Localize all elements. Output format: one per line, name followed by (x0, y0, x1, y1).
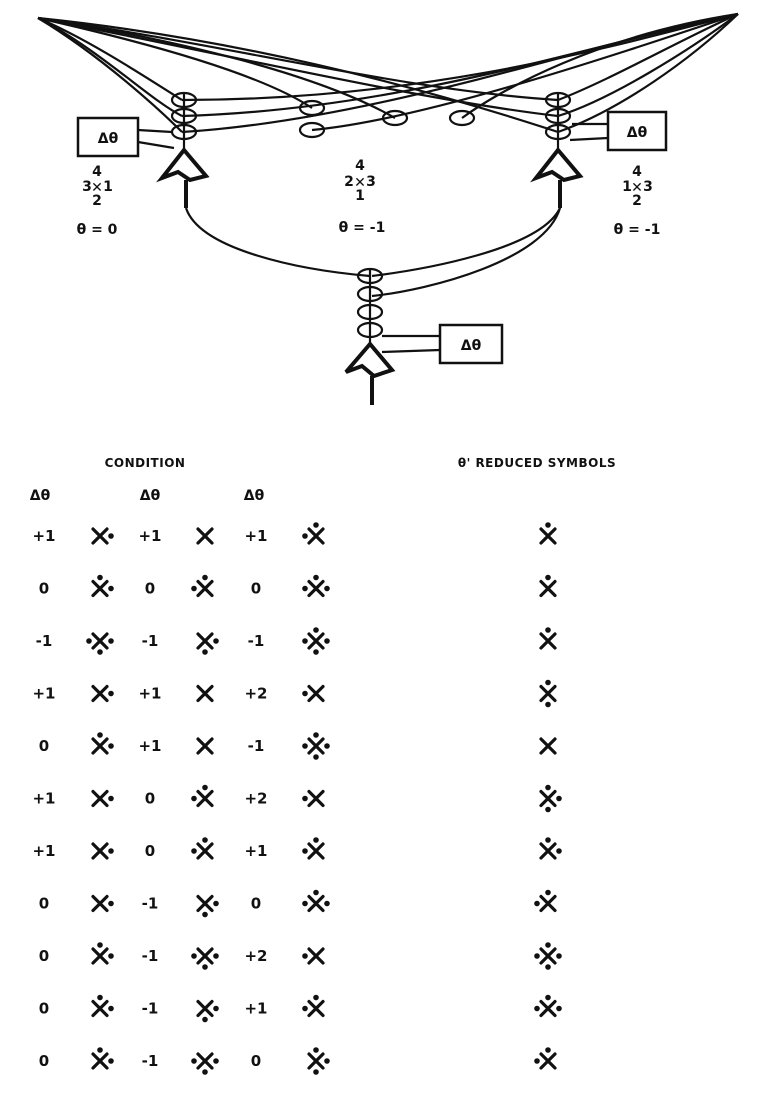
code-bottom-center: 1 (355, 188, 365, 204)
delta-theta-2: +1 (138, 684, 162, 703)
symbol-dot (313, 732, 319, 738)
symbol-dot (302, 796, 308, 802)
header-reduced-symbols: θ' REDUCED SYMBOLS (457, 456, 617, 470)
table-row (32, 837, 561, 860)
condition-symbol-3 (302, 890, 330, 911)
code-bottom-left: 2 (92, 193, 102, 209)
symbol-dot (545, 964, 551, 970)
symbol-dot (302, 743, 308, 749)
condition-symbol-2 (191, 837, 212, 858)
delta-theta-1: 0 (38, 737, 50, 755)
symbol-dot (202, 785, 208, 791)
symbol-dot (202, 1069, 208, 1075)
symbol-dot (191, 586, 197, 592)
condition-symbol-2 (198, 634, 219, 655)
delta-theta-3: 0 (250, 894, 262, 913)
symbol-dot (545, 522, 551, 528)
symbol-dot (213, 901, 219, 907)
code-top-left: 4 (92, 164, 102, 180)
delta-theta-3: 0 (250, 1052, 262, 1070)
code-bottom-right: 2 (632, 193, 642, 209)
condition-symbol-1 (93, 897, 114, 911)
symbol-dot (545, 575, 551, 581)
symbol-dot (86, 638, 92, 644)
table-row (39, 575, 555, 598)
symbol-dot (324, 1058, 330, 1064)
symbol-dot (97, 649, 103, 655)
delta-theta-3: +1 (244, 842, 268, 860)
delta-theta-1: 0 (38, 1052, 50, 1070)
condition-symbol-3 (302, 732, 330, 760)
code-right-left: 1 (103, 179, 113, 195)
condition-symbol-1 (93, 732, 114, 753)
symbol-dot (545, 785, 551, 791)
code-left-right: 1 (622, 179, 632, 195)
symbol-dot (108, 1006, 114, 1012)
symbol-dot (556, 848, 562, 854)
code-top-right: 4 (632, 164, 642, 180)
theta-value-right: θ = -1 (613, 222, 661, 238)
table-row (39, 942, 562, 970)
theta-value-left: θ = 0 (76, 222, 118, 238)
unit-left (77, 92, 206, 238)
condition-symbol-3 (309, 1047, 330, 1075)
symbol-dot (108, 953, 114, 959)
reduced-symbol (541, 522, 555, 543)
delta-theta-3: +2 (244, 684, 268, 703)
condition-symbol-2 (198, 897, 219, 918)
code-left-left: 3 (82, 179, 92, 195)
symbol-dot (108, 796, 114, 802)
symbol-dot (545, 890, 551, 896)
code-right-right: 3 (643, 179, 653, 195)
symbol-dot (302, 848, 308, 854)
condition-symbol-2 (198, 1002, 219, 1023)
symbol-dot (534, 1006, 540, 1012)
symbol-dot (108, 533, 114, 539)
condition-symbol-1 (86, 634, 114, 655)
condition-symbol-3 (302, 995, 323, 1016)
delta-theta-2: -1 (141, 894, 159, 913)
reduced-symbol (541, 785, 562, 813)
code-right-center: 3 (366, 174, 376, 190)
symbol-dot (108, 901, 114, 907)
delta-theta-2: +1 (138, 527, 162, 545)
condition-symbol-2 (191, 949, 219, 970)
symbol-dot (302, 953, 308, 959)
delta-theta-1: +1 (32, 842, 56, 860)
symbol-dot (313, 627, 319, 633)
delta-theta-2: 0 (144, 579, 156, 598)
delta-theta-1: +1 (32, 684, 56, 703)
symbol-dot (108, 638, 114, 644)
reduced-symbol (534, 1047, 555, 1068)
symbol-dot (302, 901, 308, 907)
reduced-symbol (541, 575, 555, 596)
symbol-dot (324, 743, 330, 749)
symbol-dot (97, 942, 103, 948)
condition-symbol-3 (302, 575, 330, 596)
delta-theta-2: +1 (138, 737, 162, 755)
symbol-dot (556, 796, 562, 802)
delta-theta-1: +1 (32, 527, 56, 545)
delta-theta-2: 0 (144, 842, 156, 860)
theta-value-center: θ = -1 (338, 220, 386, 236)
condition-symbol-3 (302, 837, 323, 858)
delta-theta-2: -1 (141, 999, 159, 1018)
delta-theta-label-left: Δθ (97, 131, 119, 147)
table-row (39, 995, 562, 1023)
symbol-table (30, 456, 616, 1075)
symbol-dot (202, 837, 208, 843)
symbol-dot (545, 837, 551, 843)
delta-header-2: Δθ (139, 488, 161, 504)
condition-symbol-1 (93, 1047, 114, 1068)
symbol-dot (213, 638, 219, 644)
delta-theta-label-bottom: Δθ (460, 338, 482, 354)
table-rows (32, 522, 561, 1075)
symbol-dot (313, 837, 319, 843)
code-top-center: 4 (355, 158, 365, 174)
symbol-dot (191, 796, 197, 802)
symbol-dot (213, 1058, 219, 1064)
condition-symbol-1 (93, 792, 114, 806)
delta-theta-2: -1 (141, 632, 159, 650)
symbol-dot (313, 649, 319, 655)
header-condition: CONDITION (104, 456, 186, 470)
symbol-dot (97, 995, 103, 1001)
delta-theta-1: 0 (38, 894, 50, 913)
symbol-dot (191, 953, 197, 959)
symbol-dot (324, 901, 330, 907)
delta-theta-label-right: Δθ (626, 125, 648, 141)
symbol-dot (213, 1006, 219, 1012)
symbol-dot (302, 638, 308, 644)
condition-symbol-3 (302, 627, 330, 655)
condition-symbol-2 (191, 1054, 219, 1075)
symbol-dot (108, 691, 114, 697)
delta-header-3: Δθ (243, 488, 265, 504)
symbol-dot (545, 680, 551, 686)
symbol-dot (108, 848, 114, 854)
symbol-dot (313, 575, 319, 581)
symbol-dot (302, 533, 308, 539)
symbol-dot (545, 702, 551, 708)
delta-theta-1: 0 (38, 579, 50, 598)
symbol-dot (302, 1006, 308, 1012)
delta-theta-2: 0 (144, 789, 156, 808)
unit-bottom (346, 268, 502, 405)
reduced-symbol (541, 627, 555, 648)
condition-symbol-3 (302, 792, 323, 806)
delta-theta-1: 0 (38, 999, 50, 1018)
symbol-dot (202, 575, 208, 581)
symbol-dot (534, 953, 540, 959)
delta-theta-3: +1 (244, 999, 268, 1018)
delta-theta-2: -1 (141, 1052, 159, 1070)
symbol-dot (108, 743, 114, 749)
reduced-symbol (534, 942, 562, 970)
symbol-dot (313, 754, 319, 760)
delta-theta-2: -1 (141, 947, 159, 965)
symbol-dot (108, 1058, 114, 1064)
condition-symbol-2 (198, 529, 212, 543)
table-row (39, 732, 555, 760)
code-cross-center: ✕ (354, 175, 366, 191)
delta-theta-3: +1 (244, 527, 268, 545)
condition-symbol-1 (93, 575, 114, 596)
symbol-dot (202, 1017, 208, 1023)
symbol-dot (545, 995, 551, 1001)
center-code (339, 158, 386, 236)
symbol-dot (534, 1058, 540, 1064)
condition-symbol-1 (93, 687, 114, 701)
condition-symbol-1 (93, 844, 114, 858)
delta-theta-3: -1 (247, 632, 265, 650)
condition-symbol-1 (93, 995, 114, 1016)
symbol-dot (213, 953, 219, 959)
condition-symbol-3 (302, 949, 323, 963)
symbol-dot (97, 1047, 103, 1053)
symbol-dot (313, 1047, 319, 1053)
symbol-dot (191, 848, 197, 854)
condition-symbol-3 (302, 522, 323, 543)
symbol-dot (534, 901, 540, 907)
delta-theta-1: -1 (35, 632, 53, 650)
reduced-symbol (534, 995, 562, 1016)
symbol-dot (545, 807, 551, 813)
delta-theta-3: 0 (250, 579, 262, 598)
symbol-dot (556, 1006, 562, 1012)
condition-symbol-2 (191, 785, 212, 806)
network-diagram (38, 14, 738, 405)
table-row (39, 890, 555, 918)
code-cross-left: ✕ (91, 180, 103, 196)
symbol-dot (108, 586, 114, 592)
symbol-dot (97, 575, 103, 581)
delta-theta-3: +2 (244, 947, 268, 965)
table-row (36, 627, 555, 655)
symbol-dot (313, 522, 319, 528)
delta-theta-3: +2 (244, 789, 268, 808)
delta-header-1: Δθ (29, 488, 51, 504)
table-row (32, 680, 555, 708)
symbol-dot (545, 627, 551, 633)
condition-symbol-3 (302, 687, 323, 701)
symbol-dot (313, 995, 319, 1001)
symbol-dot (313, 1069, 319, 1075)
symbol-dot (191, 1058, 197, 1064)
condition-symbol-1 (93, 942, 114, 963)
reduced-symbol (541, 680, 555, 708)
table-row (32, 785, 561, 813)
symbol-dot (202, 912, 208, 918)
code-cross-right: ✕ (631, 180, 643, 196)
reduced-symbol (534, 890, 555, 911)
symbol-dot (556, 953, 562, 959)
reduced-symbol (541, 837, 562, 858)
table-row (32, 522, 555, 545)
symbol-dot (545, 942, 551, 948)
symbol-dot (97, 732, 103, 738)
delta-theta-3: -1 (247, 737, 265, 755)
code-left-center: 2 (344, 174, 354, 190)
condition-symbol-2 (191, 575, 212, 596)
symbol-dot (202, 964, 208, 970)
reduced-symbol (541, 739, 555, 753)
table-row (39, 1047, 555, 1075)
symbol-dot (545, 1047, 551, 1053)
symbol-dot (313, 890, 319, 896)
condition-symbol-1 (93, 529, 114, 543)
symbol-dot (302, 586, 308, 592)
symbol-dot (302, 691, 308, 697)
condition-symbol-2 (198, 739, 212, 753)
symbol-dot (202, 649, 208, 655)
condition-symbol-2 (198, 687, 212, 701)
symbol-dot (324, 638, 330, 644)
delta-theta-1: 0 (38, 947, 50, 965)
symbol-dot (324, 586, 330, 592)
delta-theta-1: +1 (32, 789, 56, 808)
